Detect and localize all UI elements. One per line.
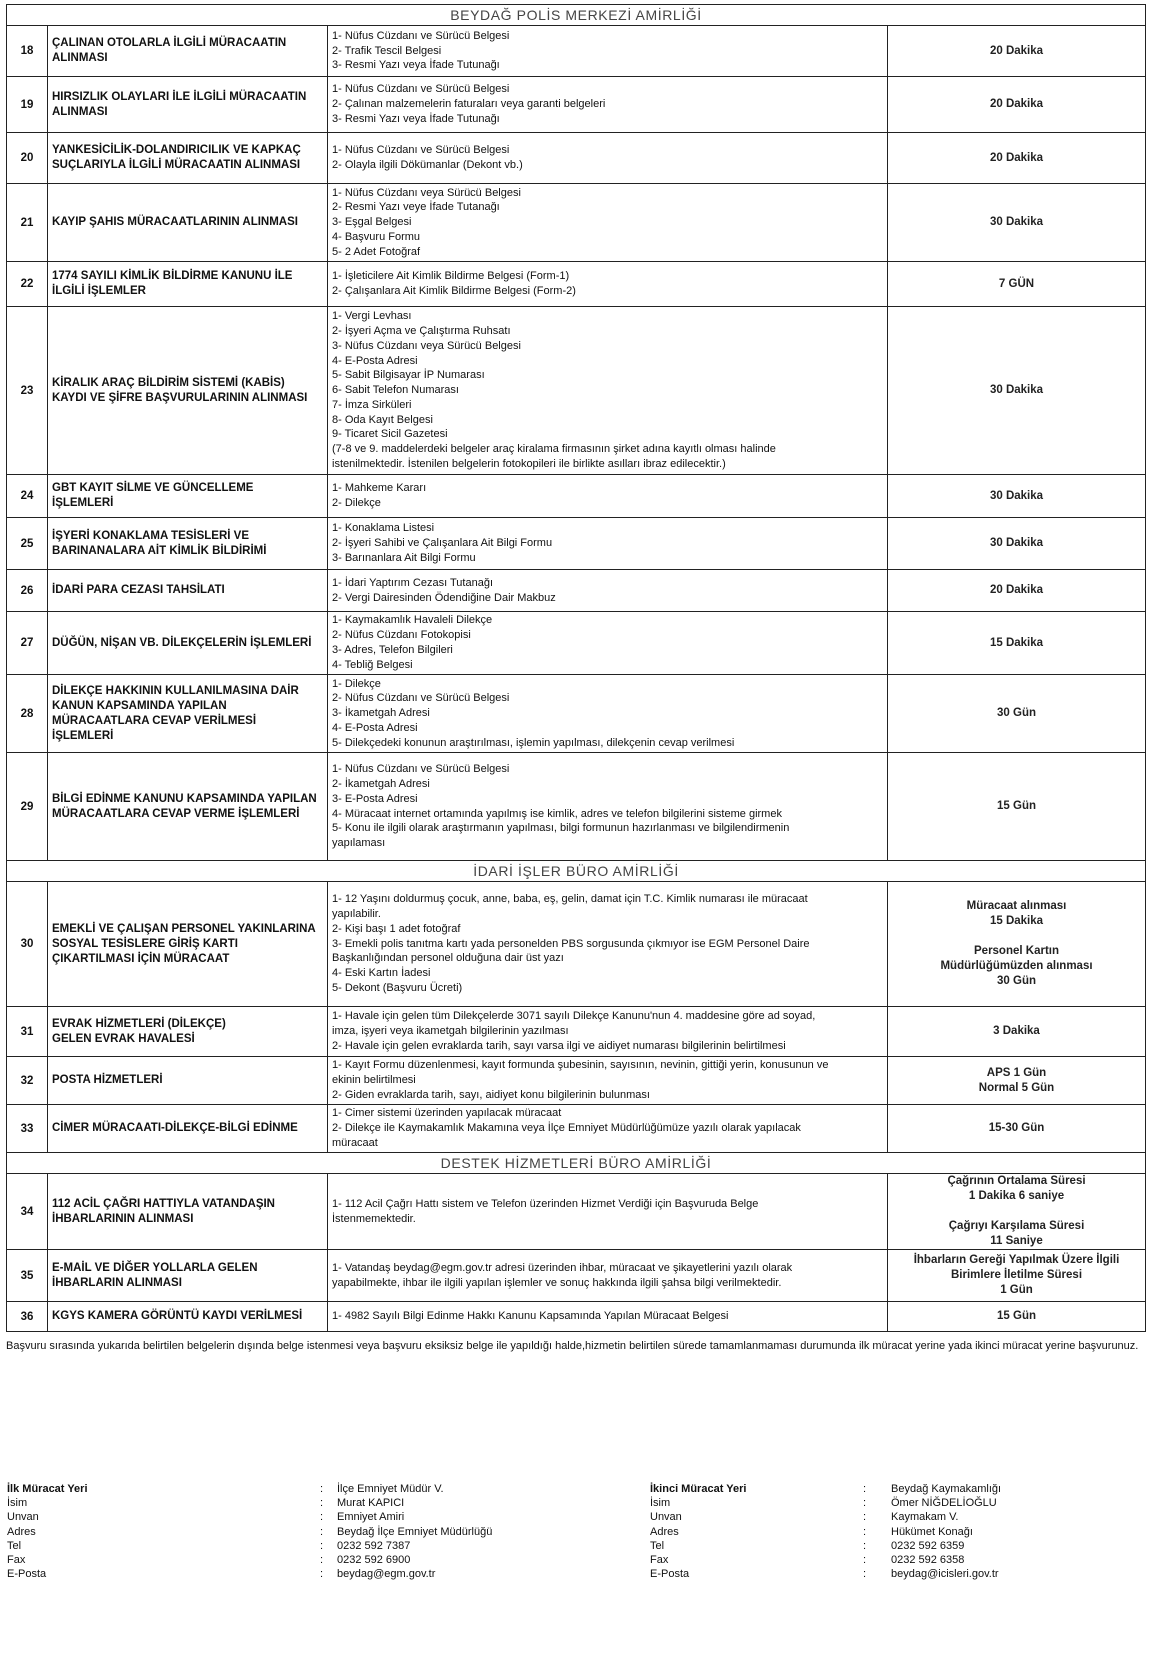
service-table (6, 4, 1146, 1332)
contact-value: 0232 592 6359 (891, 1539, 965, 1552)
document-item: 1- Havale için gelen tüm Dilekçelerde 3071 sayılı Dilekçe Kanunu'nun 4. maddesine göre ad soyad, (332, 1010, 816, 1023)
service-name-line: 112 ACİL ÇAĞRI HATTIYLA VATANDAŞIN (52, 1197, 275, 1210)
contact-separator: : (863, 1539, 867, 1552)
contact-label: E-Posta (7, 1568, 47, 1581)
completion-time-line: 15-30 Gün (988, 1122, 1045, 1134)
table-row (7, 1250, 1146, 1302)
completion-time (888, 262, 1146, 307)
document-item: 2- Kişi başı 1 adet fotoğraf (332, 922, 461, 935)
completion-time (888, 753, 1146, 861)
completion-time-line: 30 Dakika (989, 489, 1044, 502)
service-name (48, 675, 328, 753)
document-item: 2- Çalışanlara Ait Kimlik Bildirme Belgesi (Form-2) (332, 285, 576, 297)
completion-time (888, 26, 1146, 77)
service-name-line: YANKESİCİLİK-DOLANDIRICILIK VE KAPKAÇ (52, 144, 301, 156)
document-item: 8- Oda Kayıt Belgesi (332, 413, 433, 426)
section-header (7, 5, 1146, 26)
document-item: 3- Resmi Yazı veya İfade Tutunağı (332, 59, 500, 72)
completion-time (888, 612, 1146, 675)
required-documents (328, 1007, 888, 1057)
service-name-line: İLGİLİ İŞLEMLER (52, 285, 146, 297)
service-name-line: MÜRACAATLARA CEVAP VERİLMESİ (52, 714, 257, 727)
document-item: imza, işyeri veya ikametgah bilgilerinin yazılması (332, 1025, 569, 1038)
document-item: 4- Eski Kartın İadesi (332, 967, 431, 980)
contact-info (7, 1482, 1146, 1592)
row-number: 25 (7, 518, 48, 570)
document-item: 2- Resmi Yazı veye İfade Tutanağı (332, 201, 500, 214)
completion-time (888, 570, 1146, 612)
required-documents (328, 1250, 888, 1302)
row-number: 28 (7, 675, 48, 753)
document-item: 2- Giden evraklarda tarih, sayı, aidiyet konu bilgilerinin bulunması (332, 1088, 650, 1101)
contact-label: Unvan (650, 1511, 682, 1524)
contact-separator: : (863, 1554, 867, 1567)
document-item: 1- İdari Yaptırım Cezası Tutanağı (332, 576, 494, 589)
service-name-line: KGYS KAMERA GÖRÜNTÜ KAYDI VERİLMESİ (52, 1310, 303, 1322)
document-item: 1- Nüfus Cüzdanı veya Sürücü Belgesi (332, 186, 521, 199)
document-item: Başkanlığından personel olduğuna dair üst yazı (332, 952, 564, 965)
service-name (48, 753, 328, 861)
completion-time (888, 184, 1146, 262)
contact-separator: : (320, 1554, 324, 1567)
table-row (7, 1302, 1146, 1332)
document-item: 2- Çalınan malzemelerin faturaları veya garanti belgeleri (332, 98, 606, 111)
document-item: 3- Adres, Telefon Bilgileri (332, 644, 453, 656)
row-number: 32 (7, 1057, 48, 1105)
document-item: 2- Nüfus Cüzdanı ve Sürücü Belgesi (332, 692, 510, 705)
service-name-line: 1774 SAYILI KİMLİK BİLDİRME KANUNU İLE (52, 270, 293, 282)
document-item: 6- Sabit Telefon Numarası (332, 384, 459, 397)
completion-time-line (892, 929, 1141, 944)
row-number: 22 (7, 262, 48, 307)
table-row (7, 518, 1146, 570)
document-item: 5- Dekont (Başvuru Ücreti) (332, 981, 463, 994)
service-name-line: ALINMASI (52, 52, 108, 64)
document-item: 3- Emekli polis tanıtma kartı yada personelden PBS sorgusunda çıkmıyor ise EGM Personel Daire (332, 937, 810, 950)
completion-time-line: 30 Gün (997, 975, 1036, 987)
document-item: 7- İmza Sirküleri (332, 398, 412, 411)
table-row (7, 675, 1146, 753)
contact-value: Hükümet Konağı (891, 1525, 973, 1538)
required-documents (328, 1057, 888, 1105)
document-item: 2- İşyeri Sahibi ve Çalışanlara Ait Bilgi Formu (332, 537, 553, 550)
required-documents (328, 675, 888, 753)
document-item: 1- 4982 Sayılı Bilgi Edinme Hakkı Kanunu Kapsamında Yapılan Müracaat Belgesi (332, 1310, 729, 1323)
completion-time-line: 15 Gün (997, 800, 1036, 812)
required-documents (328, 133, 888, 184)
completion-time-line: Çağrının Ortalama Süresi (947, 1175, 1086, 1187)
service-name (48, 1007, 328, 1057)
service-name (48, 262, 328, 307)
document-item: 4- Tebliğ Belgesi (332, 658, 413, 671)
completion-time-line: 30 Dakika (989, 384, 1044, 396)
section-title: DESTEK HİZMETLERİ BÜRO AMİRLİĞİ (440, 1155, 712, 1171)
document-item: müracaat (332, 1136, 378, 1149)
first-contact-separators (320, 1482, 323, 1581)
document-item: 2- Vergi Dairesinden Ödendiğine Dair Makbuz (332, 591, 556, 604)
service-name (48, 1250, 328, 1302)
completion-time-line: Çağrıyı Karşılama Süresi (948, 1220, 1085, 1232)
completion-time (888, 518, 1146, 570)
service-name (48, 1105, 328, 1153)
document-item: 4- E-Posta Adresi (332, 721, 418, 734)
document-item: yapabilmekte, ihbar ile ilgili yapılan işlemler ve sonuç hakkında ilgili şahsa bilgi verilmektedir. (332, 1276, 782, 1289)
contact-label: İlk Müracat Yeri (7, 1483, 88, 1495)
table-row (7, 262, 1146, 307)
service-name-line: POSTA HİZMETLERİ (52, 1074, 163, 1086)
document-item: (7-8 ve 9. maddelerdeki belgeler araç kiralama firmasının şirket adına kayıtlı olması halinde (332, 443, 776, 456)
document-item: 1- Vatandaş beydag@egm.gov.tr adresi üzerinden ihbar, müracaat ve şikayetlerini yazılı olarak (332, 1261, 793, 1274)
document-item: 1- Kayıt Formu düzenlenmesi, kayıt formunda şubesinin, sayısının, nevinin, gittiği yerin, konusunun ve (332, 1059, 829, 1072)
service-name (48, 882, 328, 1007)
service-name-line: KİRALIK ARAÇ BİLDİRİM SİSTEMİ (KABİS) (52, 376, 285, 389)
required-documents (328, 262, 888, 307)
document-item: 1- Vergi Levhası (332, 310, 412, 323)
contact-separator: : (320, 1539, 324, 1552)
row-number: 21 (7, 184, 48, 262)
service-name-line: ÇALINAN OTOLARLA İLGİLİ MÜRACAATIN (52, 37, 287, 49)
contact-value: Ömer NİĞDELİOĞLU (891, 1497, 997, 1510)
completion-time-line (892, 1204, 1141, 1219)
table-row (7, 77, 1146, 133)
row-number: 29 (7, 753, 48, 861)
row-number: 26 (7, 570, 48, 612)
document-item: 1- Cimer sistemi üzerinden yapılacak müracaat (332, 1107, 562, 1120)
contact-separator: : (320, 1483, 324, 1495)
completion-time (888, 475, 1146, 518)
document-item: 9- Ticaret Sicil Gazetesi (332, 428, 448, 441)
completion-time-line: Birimlere İletilme Süresi (950, 1269, 1083, 1281)
service-name-line: İŞLEMLERİ (52, 497, 114, 509)
document-item: 2- Dilekçe (332, 497, 381, 509)
document-item: 3- Eşgal Belgesi (332, 216, 412, 229)
contact-value: Beydağ Kaymakamlığı (891, 1483, 1002, 1495)
contact-label: Tel (7, 1539, 22, 1552)
footnote: Başvuru sırasında yukarıda belirtilen belgelerin dışında belge istenmesi veya başvuru eksiksiz belge ile yapıldığı halde,hizmetin belirtilen sürede tamamlanmaması durumunda ilk müracat yerine yada ikinci müracat yerine başvurunuz. (6, 1340, 1139, 1352)
service-name-line: KANUN KAPSAMINDA YAPILAN (52, 699, 227, 712)
table-row (7, 570, 1146, 612)
completion-time (888, 1174, 1146, 1250)
completion-time-line: 1 Gün (1000, 1284, 1033, 1296)
required-documents (328, 570, 888, 612)
required-documents (328, 753, 888, 861)
table-row (7, 1174, 1146, 1250)
contact-value: Kaymakam V. (891, 1511, 959, 1524)
table-row (7, 133, 1146, 184)
service-name (48, 1057, 328, 1105)
required-documents (328, 26, 888, 77)
document-item: 3- E-Posta Adresi (332, 792, 418, 805)
completion-time-line: 3 Dakika (993, 1025, 1040, 1037)
completion-time (888, 882, 1146, 1007)
contact-separator: : (863, 1525, 867, 1538)
document-item: 2- Trafik Tescil Belgesi (332, 44, 442, 57)
document-item: 3- Nüfus Cüzdanı veya Sürücü Belgesi (332, 339, 521, 352)
document-item: 1- Nüfus Cüzdanı ve Sürücü Belgesi (332, 763, 510, 776)
service-name-line: DÜĞÜN, NİŞAN VB. DİLEKÇELERİN İŞLEMLERİ (52, 636, 312, 649)
contact-separator: : (863, 1483, 867, 1495)
table-row (7, 612, 1146, 675)
service-name-line: HIRSIZLIK OLAYLARI İLE İLGİLİ MÜRACAATIN (52, 90, 307, 103)
contact-value: 0232 592 6900 (337, 1554, 411, 1567)
row-number: 36 (7, 1302, 48, 1332)
service-name-line: ALINMASI (52, 105, 108, 118)
completion-time-line: Müdürlüğümüzden alınması (940, 960, 1093, 972)
required-documents (328, 1302, 888, 1332)
second-contact-labels (650, 1482, 746, 1581)
contact-label: E-Posta (650, 1568, 690, 1581)
required-documents (328, 882, 888, 1007)
contact-separator: : (320, 1497, 324, 1510)
contact-separator: : (320, 1568, 324, 1581)
contact-separator: : (320, 1525, 324, 1538)
completion-time-line: Müracaat alınması (966, 900, 1067, 912)
section-title: İDARİ İŞLER BÜRO AMİRLİĞİ (473, 863, 679, 879)
service-name-line: İHBARLARININ ALINMASI (52, 1212, 194, 1225)
document-item: 4- Müracaat internet ortamında yapılmış ise kimlik, adres ve telefon bilgilerini sisteme girmek (332, 807, 782, 820)
completion-time-line: 15 Dakika (989, 636, 1044, 649)
table-row (7, 1057, 1146, 1105)
service-name (48, 1174, 328, 1250)
table-row (7, 753, 1146, 861)
document-item: 1- Mahkeme Kararı (332, 482, 427, 495)
document-item: 3- İkametgah Adresi (332, 707, 430, 720)
row-number: 27 (7, 612, 48, 675)
service-name-line: SOSYAL TESİSLERE GİRİŞ KARTI (52, 937, 238, 950)
service-name (48, 612, 328, 675)
table-row (7, 307, 1146, 475)
required-documents (328, 1105, 888, 1153)
completion-time (888, 307, 1146, 475)
second-contact-separators (863, 1482, 866, 1581)
section-header (7, 1153, 1146, 1174)
service-name (48, 475, 328, 518)
service-name-line: KAYIP ŞAHIS MÜRACAATLARININ ALINMASI (52, 216, 298, 228)
service-name-line: İHBARLARIN ALINMASI (52, 1276, 182, 1289)
row-number: 34 (7, 1174, 48, 1250)
service-name (48, 26, 328, 77)
completion-time-line: İhbarların Gereği Yapılmak Üzere İlgili (913, 1254, 1120, 1266)
contact-separator: : (863, 1511, 867, 1524)
service-name-line: MÜRACAATLARA CEVAP VERME İŞLEMLERİ (52, 807, 300, 820)
table-row (7, 26, 1146, 77)
contact-label: Fax (7, 1554, 26, 1567)
document-item: 2- Havale için gelen evraklarda tarih, sayı varsa ilgi ve aidiyet numarası bilgilerinin belirtilmesi (332, 1039, 786, 1052)
contact-label: İsim (7, 1497, 28, 1510)
service-name-line: ÇIKARTILMASI İÇİN MÜRACAAT (52, 952, 230, 965)
service-name-line: İŞYERİ KONAKLAMA TESİSLERİ VE (52, 529, 250, 542)
contact-label: Adres (650, 1525, 679, 1538)
section-header-row (7, 861, 1146, 882)
table-row (7, 882, 1146, 1007)
document-item: 1- Nüfus Cüzdanı ve Sürücü Belgesi (332, 144, 510, 157)
completion-time-line: 7 GÜN (998, 277, 1035, 290)
document-item: 1- Konaklama Listesi (332, 522, 435, 535)
service-name-line: GBT KAYIT SİLME VE GÜNCELLEME (52, 482, 254, 494)
contact-value: Murat KAPICI (337, 1497, 405, 1510)
completion-time-line: Normal 5 Gün (978, 1081, 1055, 1094)
required-documents (328, 307, 888, 475)
required-documents (328, 77, 888, 133)
row-number: 20 (7, 133, 48, 184)
completion-time (888, 1105, 1146, 1153)
document-item: 4- E-Posta Adresi (332, 354, 418, 367)
service-name-line: EMEKLİ VE ÇALIŞAN PERSONEL YAKINLARINA (52, 922, 316, 935)
document-item: 2- Olayla ilgili Dökümanlar (Dekont vb.) (332, 159, 523, 171)
completion-time (888, 1057, 1146, 1105)
section-header-row (7, 5, 1146, 26)
service-name (48, 307, 328, 475)
service-standards-document (6, 4, 1145, 1354)
document-item: 1- Nüfus Cüzdanı ve Sürücü Belgesi (332, 83, 510, 96)
document-item: 1- Dilekçe (332, 677, 381, 690)
contact-separator: : (863, 1568, 867, 1581)
contact-separator: : (320, 1511, 324, 1524)
document-item: İstenmemektedir. (332, 1212, 416, 1225)
completion-time-line: 30 Dakika (989, 216, 1044, 228)
contact-value: İlçe Emniyet Müdür V. (337, 1483, 444, 1495)
service-name (48, 570, 328, 612)
document-item: 3- Resmi Yazı veya İfade Tutunağı (332, 112, 500, 125)
completion-time-line: 15 Dakika (989, 915, 1044, 927)
document-item: 1- İşleticilere Ait Kimlik Bildirme Belgesi (Form-1) (332, 270, 570, 283)
row-number: 23 (7, 307, 48, 475)
completion-time-line: 15 Gün (997, 1310, 1036, 1322)
service-name-line: EVRAK HİZMETLERİ (DİLEKÇE) (52, 1017, 226, 1030)
completion-time (888, 1007, 1146, 1057)
service-name-line: SUÇLARIYLA İLGİLİ MÜRACAATIN ALINMASI (52, 159, 301, 171)
service-name-line: İDARİ PARA CEZASI TAHSİLATI (52, 584, 225, 596)
document-item: yapılaması (332, 837, 386, 850)
document-item: 2- İşyeri Açma ve Çalıştırma Ruhsatı (332, 324, 511, 337)
service-name (48, 518, 328, 570)
completion-time-line: Personel Kartın (974, 945, 1059, 957)
completion-time-line: 20 Dakika (989, 151, 1044, 164)
section-header-row (7, 1153, 1146, 1174)
completion-time-line: 20 Dakika (989, 44, 1044, 57)
service-name-line: KAYDI VE ŞİFRE BAŞVURULARININ ALINMASI (52, 391, 308, 404)
document-item: 1- Kaymakamlık Havaleli Dilekçe (332, 614, 493, 627)
service-name (48, 133, 328, 184)
contact-value: beydag@icisleri.gov.tr (891, 1568, 999, 1581)
service-name-line: GELEN EVRAK HAVALESİ (52, 1032, 195, 1045)
contact-label: Unvan (7, 1511, 39, 1524)
document-item: 2- Nüfus Cüzdanı Fotokopisi (332, 629, 471, 642)
table-row (7, 475, 1146, 518)
document-item: 2- İkametgah Adresi (332, 777, 430, 790)
contact-value: 0232 592 6358 (891, 1554, 965, 1567)
document-item: 1- 12 Yaşını doldurmuş çocuk, anne, baba, eş, gelin, damat için T.C. Kimlik numarası ile müracaat (332, 893, 808, 906)
first-contact-labels (7, 1482, 88, 1581)
service-name (48, 77, 328, 133)
service-name-line: DİLEKÇE HAKKININ KULLANILMASINA DAİR (52, 684, 299, 697)
required-documents (328, 184, 888, 262)
document-item: 5- Sabit Bilgisayar İP Numarası (332, 369, 485, 382)
completion-time-line: 11 Saniye (990, 1235, 1043, 1247)
document-item: 4- Başvuru Formu (332, 230, 421, 243)
contact-label: İsim (650, 1497, 671, 1510)
contact-label: İkinci Müracat Yeri (650, 1483, 747, 1495)
second-contact-values (891, 1482, 1001, 1581)
section-title: BEYDAĞ POLİS MERKEZİ AMİRLİĞİ (450, 7, 702, 23)
document-item: 5- Dilekçedeki konunun araştırılması, işlemin yapılması, dilekçenin cevap verilmesi (332, 736, 735, 749)
document-item: istenilmektedir. İstenilen belgelerin fotokopileri ile birlikte asılları ibraz edilecektir.) (332, 458, 726, 471)
document-item: 5- Konu ile ilgili olarak araştırmanın yapılması, bilgi formunun hazırlanması ve bilgilendirmenin (332, 822, 790, 835)
document-item: 2- Dilekçe ile Kaymakamlık Makamına veya İlçe Emniyet Müdürlüğümüze yazılı olarak yapılacak (332, 1122, 801, 1135)
table-row (7, 1007, 1146, 1057)
completion-time-line: 20 Dakika (989, 584, 1044, 596)
row-number: 33 (7, 1105, 48, 1153)
contact-value: 0232 592 7387 (337, 1539, 411, 1552)
service-name-line: BARINANALARA AİT KİMLİK BİLDİRİMİ (52, 544, 267, 557)
completion-time (888, 1250, 1146, 1302)
document-item: 1- Nüfus Cüzdanı ve Sürücü Belgesi (332, 29, 510, 42)
required-documents (328, 475, 888, 518)
row-number: 31 (7, 1007, 48, 1057)
first-contact-values (337, 1482, 492, 1581)
service-name (48, 1302, 328, 1332)
service-name-line: E-MAİL VE DİĞER YOLLARLA GELEN (52, 1261, 258, 1274)
table-row (7, 1105, 1146, 1153)
completion-time-line: 30 Dakika (989, 537, 1044, 549)
contact-value: beydag@egm.gov.tr (337, 1568, 436, 1581)
contact-separator: : (863, 1497, 867, 1510)
section-header (7, 861, 1146, 882)
required-documents (328, 518, 888, 570)
row-number: 18 (7, 26, 48, 77)
contact-value: Beydağ İlçe Emniyet Müdürlüğü (337, 1525, 493, 1538)
service-name (48, 184, 328, 262)
row-number: 30 (7, 882, 48, 1007)
row-number: 24 (7, 475, 48, 518)
document-item: 1- 112 Acil Çağrı Hattı sistem ve Telefon üzerinden Hizmet Verdiği için Başvuruda Belge (332, 1197, 759, 1210)
service-name-line: BİLGİ EDİNME KANUNU KAPSAMINDA YAPILAN (52, 792, 317, 805)
completion-time-line: 1 Dakika 6 saniye (968, 1190, 1065, 1202)
document-item: yapılabilir. (332, 908, 381, 920)
completion-time-line: 20 Dakika (989, 98, 1044, 110)
completion-time (888, 675, 1146, 753)
contact-label: Adres (7, 1525, 36, 1538)
row-number: 19 (7, 77, 48, 133)
contact-value: Emniyet Amiri (337, 1511, 405, 1524)
contact-label: Fax (650, 1554, 669, 1567)
completion-time (888, 1302, 1146, 1332)
document-item: 3- Barınanlara Ait Bilgi Formu (332, 551, 476, 564)
required-documents (328, 612, 888, 675)
required-documents (328, 1174, 888, 1250)
document-item: ekinin belirtilmesi (332, 1074, 416, 1087)
completion-time-line: APS 1 Gün (986, 1066, 1047, 1079)
completion-time-line: 30 Gün (997, 707, 1036, 719)
document-item: 5- 2 Adet Fotoğraf (332, 245, 421, 258)
contact-label: Tel (650, 1539, 665, 1552)
completion-time (888, 77, 1146, 133)
service-name-line: CİMER MÜRACAATI-DİLEKÇE-BİLGİ EDİNME (52, 1122, 298, 1134)
service-name-line: İŞLEMLERİ (52, 729, 114, 742)
completion-time (888, 133, 1146, 184)
table-row (7, 184, 1146, 262)
row-number: 35 (7, 1250, 48, 1302)
